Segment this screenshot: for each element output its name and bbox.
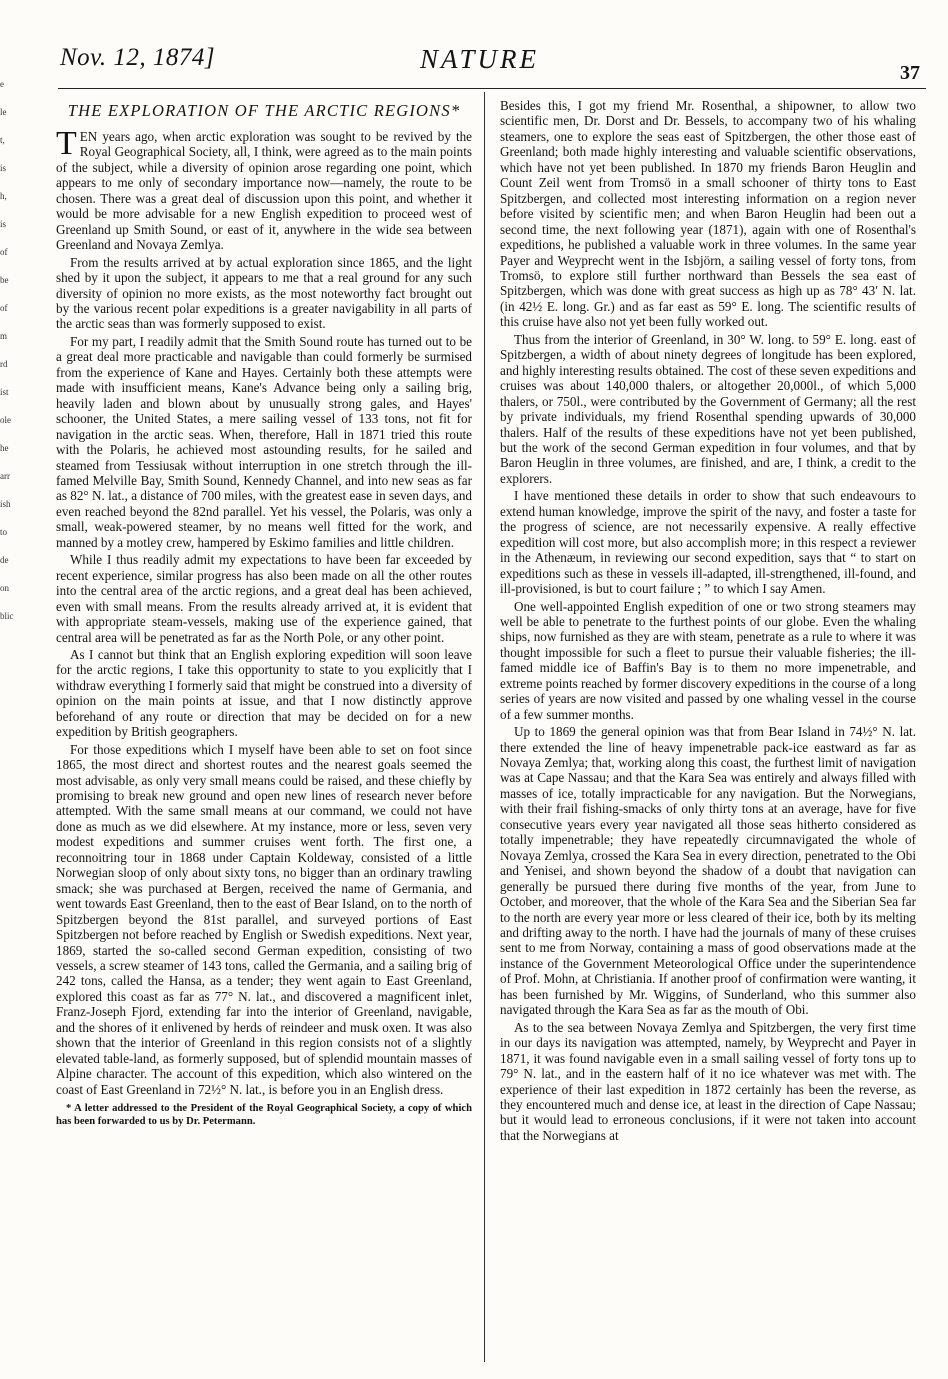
article-paragraph: Up to 1869 the general opinion was that from Bear Island in 74½° N. lat. there extended the line of heavy impenetrable pack-ice eastward as far as Novaya Zemlya; that, working along this coast, the furthest limit of navigation was at Cape Nassau; and that the Kara Sea was entirely and always filled with masses of ice, totally impracticable for any navigation. But the Norwegians, with their frail fishing-smacks of only thirty tons at an average, have for five consecutive years every year navigated all those seas hitherto considered as totally impenetrable; they have repeatedly circumnavigated the whole of Novaya Zemlya, crossed the Kara Sea in every direction, penetrated to the Obi and Yenisei, and shown beyond the shadow of a doubt that navigation can generally be pursued there during five months of the year, from June to October, and moreover, that the whole of the Kara Sea and the Siberian Sea far to the north are every year more or less cleared of their ice, both by its melting and drifting away to the north. I have had the journals of many of these cruises sent to me from Norway, containing a mass of good observations made at the instance of the Government Meteorological Office under the superintendence of Prof. Mohn, at Christiania. If another proof of confirmation were wanting, it has been furnished by Mr. Wiggins, of Sunderland, who this summer also navigated through the Kara Sea as far as the mouth of Obi.: [500, 724, 916, 1018]
drop-cap: T: [56, 125, 77, 162]
article-paragraph: As to the sea between Novaya Zemlya and Spitzbergen, the very first time in our days its navigation was attempted, namely, by Weyprecht and Payer in 1871, it was found navigable even in a small sailing vessel of forty tons up to 79° N. lat., and in the eastern half of it no ice whatever was met with. The experience of their last expedition in 1872 certainly has been the reverse, as they encountered much and dense ice, at least in the direction of Cape Nassau; but it would lead to erroneous conclusions, if it were not taken into account that the Norwegians at: [500, 1019, 916, 1143]
gutter-fragment: of: [0, 247, 8, 257]
gutter-fragment: is: [0, 219, 7, 229]
gutter-fragment: ole: [0, 415, 11, 425]
article-paragraph: From the results arrived at by actual exploration since 1865, and the light shed by it upon the subject, it appears to me that a real ground for any such diversity of opinion no more exists, as the most noteworthy fact brought out by the various recent polar expeditions is a greater navigability in all parts of the arctic seas than was formerly supposed to exist.: [56, 254, 472, 332]
article-paragraph: For my part, I readily admit that the Smith Sound route has turned out to be a great deal more practicable and navigable than could formerly be surmised from the experience of Kane and Hayes. Certainly both these attempts were made with insufficient means, Kane's Advance being only a sailing brig, heavily laden and blown about by unusually strong gales, and Hayes' schooner, the United States, a mere sailing vessel of 133 tons, not fit for navigation in the arctic seas. When, therefore, Hall in 1871 tried this route with the Polaris, he achieved most astounding results, for he sailed and steamed from Tessiusak without interruption in one stretch through the ill-famed Melville Bay, Smith Sound, Kennedy Channel, and into new seas as far as 82° N. lat., a distance of 700 miles, with the greatest ease in seven days, and even reached beyond the 82nd parallel. Yet his vessel, the Polaris, was only a small, weak-powered steamer, by no means well fitted for the work, and manned by a motley crew, hampered by Eskimo families and little children.: [56, 333, 472, 550]
gutter-fragment: ish: [0, 499, 11, 509]
gutter-fragment: de: [0, 555, 9, 565]
article-paragraph: For those expeditions which I myself have been able to set on foot since 1865, the most direct and shortest routes and the nearest goals seemed the most advisable, as only very small means could be raised, and these chiefly by promising to break new ground and open new lines of research never before attempted. With the same small means at our command, we could not have done as much as we did elsewhere. At my instance, more or less, seven very modest expeditions and summer cruises went forth. The first one, a reconnoitring tour in 1868 under Captain Koldeway, consisted of a little Norwegian sloop of only about sixty tons, no bigger than an ordinary trawling smack; she was purchased at Bergen, received the name of Germania, and went towards East Greenland, then to the east of Bear Island, on to the north of Spitzbergen beyond the 81st parallel, and surveyed portions of East Spitzbergen not before reached by English or Swedish expeditions. Next year, 1869, started the so-called second German expedition, consisting of two vessels, a screw steamer of 143 tons, called the Germania, and a sailing brig of 242 tons, called the Hansa, as a tender; they went again to East Greenland, explored this coast as far as 77° N. lat., and discovered a magnificent inlet, Franz-Joseph Fjord, extending far into the interior of Greenland, navigable, and the shores of it enlivened by herds of reindeer and musk oxen. It was also shown that the interior of Greenland in this region consists not of a slightly elevated table-land, as formerly supposed, but of splendid mountain masses of Alpine character. The account of this expedition, which also wintered on the coast of East Greenland in 72½° N. lat., is before you in an English dress.: [56, 741, 472, 1097]
article-paragraph: Thus from the interior of Greenland, in 30° W. long. to 59° E. long. east of Spitzbergen, a width of about ninety degrees of longitude has been explored, and highly interesting results obtained. The cost of these seven expeditions and cruises was about 140,000 thalers, or altogether 20,000l., of which 5,000 thalers, or 750l., were contributed by the Government of Germany; all the rest by private individuals, my friend Rosenthal spending upwards of 30,000 thalers. Half of the results of these expeditions have not yet been published, but the work of the second German expedition in four volumes, and that by Baron Heuglin in three volumes, are finished, and are, I think, a credit to the explorers.: [500, 331, 916, 486]
gutter-fragment: t,: [0, 135, 5, 145]
gutter-fragment: h,: [0, 191, 7, 201]
running-head-date: Nov. 12, 1874]: [60, 44, 216, 71]
right-column: [500, 98, 916, 1373]
page-number: 37: [900, 62, 920, 84]
adjacent-page-gutter: [0, 70, 16, 1190]
header-rule: [58, 88, 926, 89]
gutter-fragment: blic: [0, 611, 14, 621]
paragraph-text: EN years ago, when arctic exploration was sought to be revived by the Royal Geographical Society, all, I think, were agreed as to the main points of the subject, while a diversity of opinion arose regarding one point, which appears to me only of secondary importance now—namely, the route to be chosen. There was a great deal of discussion upon this point, and whether it would be more advisable for a new English expedition to proceed west of Greenland up Smith Sound, or east of it, anywhere in the wide sea between Greenland and Novaya Zemlya.: [56, 129, 472, 253]
gutter-fragment: is: [0, 163, 7, 173]
left-column: [56, 98, 472, 1373]
article-paragraph: Besides this, I got my friend Mr. Rosenthal, a shipowner, to allow two scientific men, Dr. Dorst and Dr. Bessels, to accompany two of his whaling steamers, one to explore the seas east of Spitzbergen, the other those east of Greenland; both made highly interesting and valuable scientific observations, which have not yet been published. In 1870 my friends Baron Heuglin and Count Zeil went from Tromsö in a small schooner of thirty tons to East Spitzbergen, and collected most interesting information on a region never before visited by scientific men; and when Baron Heuglin had been out a second time, the next following year (1871), again with one of Rosenthal's expeditions, he published a valuable work in three volumes. In the same year Payer and Weyprecht went in the Isbjörn, a sailing vessel of forty tons, from Tromsö, to explore still further northward than Bessels the sea east of Spitzbergen, which was done with great success as high up as 78° 43′ N. lat. (in 42½ E. long. Gr.) and as far east as 59° E. long. The scientific results of this cruise have also not yet been fully worked out.: [500, 98, 916, 330]
footnote: * A letter addressed to the President of the Royal Geographical Society, a copy of which has been forwarded to us by Dr. Petermann.: [56, 1103, 472, 1127]
gutter-fragment: on: [0, 583, 9, 593]
gutter-fragment: m: [0, 331, 8, 341]
gutter-fragment: arr: [0, 471, 10, 481]
article-paragraph: While I thus readily admit my expectations to have been far exceeded by recent experience, similar progress has also been made on all the other routes into the central area of the arctic regions, and a great deal has been achieved, even with small means. From the results already arrived at, it is evident that with appropriate steam-vessels, making use of the experience gained, that central area will be penetrated as far as the North Pole, or any other point.: [56, 552, 472, 645]
gutter-fragment: he: [0, 443, 9, 453]
gutter-fragment: e: [0, 79, 4, 89]
article-paragraph: [56, 125, 472, 253]
gutter-fragment: be: [0, 275, 9, 285]
article-title: THE EXPLORATION OF THE ARCTIC REGIONS*: [67, 101, 461, 120]
gutter-fragment: le: [0, 107, 7, 117]
article-paragraph: One well-appointed English expedition of one or two strong steamers may well be able to penetrate to the furthest points of our globe. Even the whaling ships, now furnished as they are with steam, penetrate as a rule to where it was thought impossible for such a fleet to pursue their valuable fisheries; the ill-famed middle ice of Baffin's Bay is to them no more impenetrable, and extreme points reached by former discovery expeditions in the course of a long series of years are now visited and passed by one whaling vessel in the course of a few summer months.: [500, 598, 916, 722]
column-divider: [484, 92, 485, 1362]
article-paragraph: As I cannot but think that an English exploring expedition will soon leave for the arctic regions, I take this opportunity to state to you explicitly that I withdraw everything I formerly said that might be construed into a diversity of opinion on the main points at issue, and that I now distinctly approve beforehand of any route or direction that may be decided on for a new expedition by British geographers.: [56, 646, 472, 740]
gutter-fragment: rd: [0, 359, 8, 369]
gutter-fragment: of: [0, 303, 8, 313]
article-paragraph: I have mentioned these details in order to show that such endeavours to extend human knowledge, improve the spirit of the navy, and foster a taste for the progress of science, are not necessarily expensive. A really effective expedition will cost more, but also accomplish more; in this respect a reviewer in the Athenæum, in reviewing our second expedition, says that “ to start on expeditions such as these in vessels ill-adapted, ill-strengthened, ill-found, and ill-provisioned, is but to court failure ; ” to which I say Amen.: [500, 488, 916, 597]
running-head-journal: NATURE: [420, 44, 539, 74]
gutter-fragment: to: [0, 527, 8, 537]
gutter-fragment: ist: [0, 387, 9, 397]
